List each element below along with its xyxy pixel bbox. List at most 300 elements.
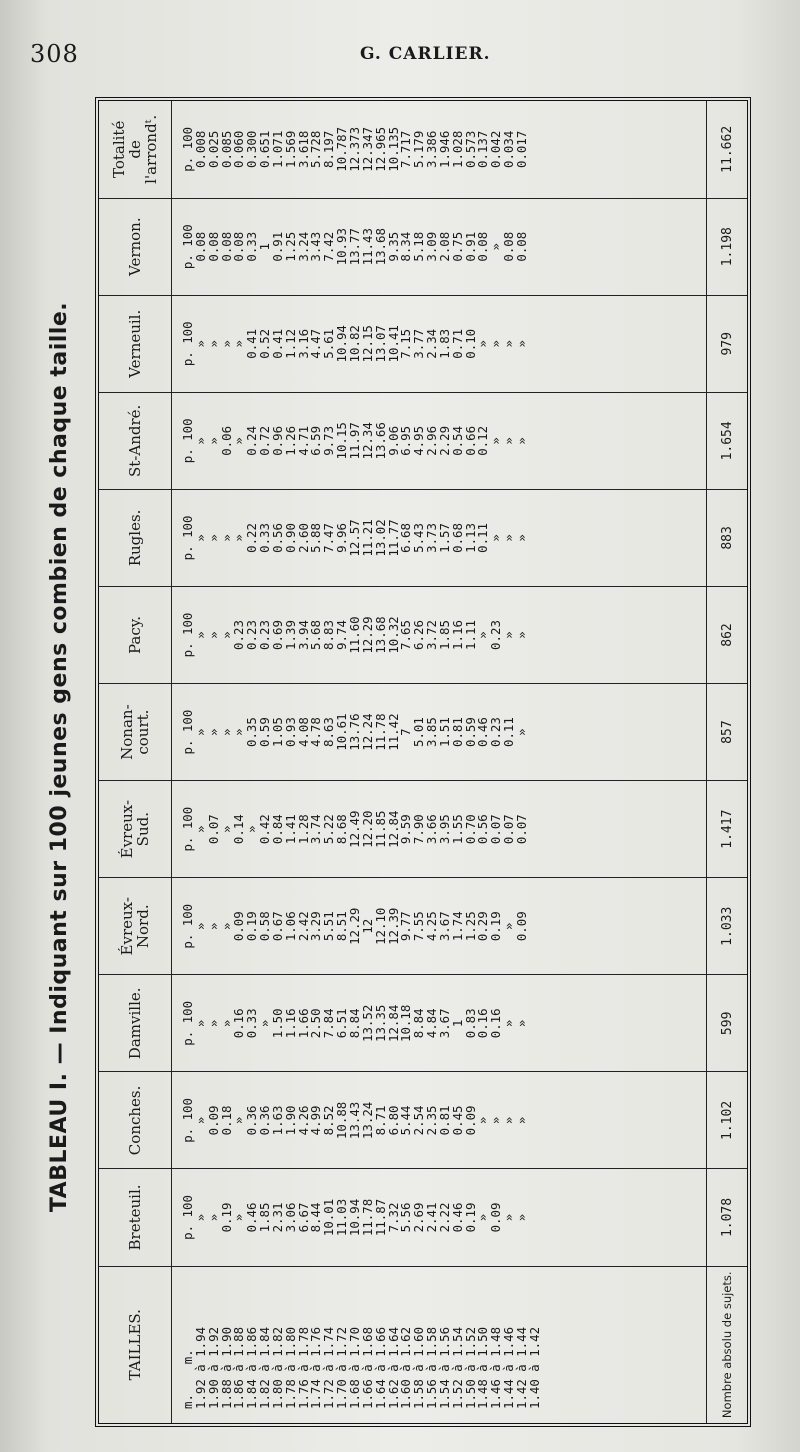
table-cell: »: [513, 631, 529, 639]
table-cell: 1.16: [282, 1008, 298, 1039]
table-cell: 1.25: [462, 911, 478, 942]
table-cell: 5.88: [308, 523, 324, 553]
table-cell: 0.56: [269, 523, 285, 553]
table-cell: 0.09: [462, 1105, 478, 1136]
table-cell: 11.97: [346, 422, 362, 460]
table-cell: 13.68: [372, 228, 388, 266]
table-cell: 0.008: [192, 130, 208, 168]
table-cell: 1.51: [436, 717, 452, 748]
table-cell: »: [488, 437, 504, 445]
table-cell: »: [231, 437, 247, 445]
table-cell: 0.085: [218, 130, 234, 168]
table-cell: »: [501, 340, 517, 348]
table-cell: 0.08: [513, 231, 529, 262]
table-cell: 1.13: [462, 523, 478, 553]
table-cell: 11.42: [385, 713, 401, 751]
table-cell: 0.22: [244, 523, 260, 553]
column-header-pacy: [99, 586, 172, 683]
table-cell: »: [513, 437, 529, 445]
table-cell: p. 100: [180, 418, 195, 464]
column-header-vernon: [99, 198, 172, 295]
table-cell: 3.95: [436, 814, 452, 845]
table-cell: 7.717: [398, 130, 414, 168]
column-header-rugles: [99, 489, 172, 586]
table-cell: 0.67: [269, 911, 285, 942]
table-cell: 2.69: [411, 1202, 427, 1233]
table-cell: »: [218, 340, 234, 348]
table-cell: »: [501, 922, 517, 930]
table-cell: 0.71: [449, 328, 465, 359]
table-cell: 0.59: [257, 717, 273, 748]
table-cell: 7: [398, 728, 414, 736]
table-cell: 7.42: [321, 231, 337, 262]
table-cell: 3.67: [436, 1008, 452, 1039]
total-cell: 979: [707, 295, 748, 392]
table-cell: 0.042: [488, 130, 504, 168]
table-cell: »: [501, 534, 517, 542]
table-cell: 1: [449, 1019, 465, 1028]
table-cell: 8.51: [334, 911, 350, 942]
table-cell: 8.84: [346, 1008, 362, 1039]
table-cell: 1.12: [282, 328, 298, 359]
column-header-totalit-del-arrond: [99, 101, 172, 198]
table-cell: 11.03: [334, 1198, 350, 1237]
column-header-line: Sud.: [134, 812, 152, 847]
table-cell: 0.36: [244, 1105, 260, 1136]
table-cell: 0.35: [244, 717, 260, 748]
table-cell: 0.33: [244, 231, 260, 262]
table-cell: 0.83: [462, 1008, 478, 1039]
table-cell: 9.35: [385, 231, 401, 262]
table-cell: 3.29: [308, 911, 324, 942]
table-cell: 5.44: [398, 1105, 414, 1136]
table-cell: 0.56: [475, 814, 491, 845]
table-cell: 1.11: [462, 620, 478, 650]
table-cell: 0.93: [282, 717, 298, 748]
total-cell: 1.198: [707, 198, 748, 295]
size-range: 1.74 à 1.76: [308, 1326, 324, 1409]
column-header-line: Évreux-: [118, 799, 136, 859]
table-cell: 0.84: [269, 814, 285, 845]
size-range: 1.92 à 1.94: [192, 1326, 208, 1409]
table-cell: 13.07: [372, 325, 388, 363]
table-cell: 0.060: [231, 130, 247, 168]
table-cell: »: [244, 825, 260, 833]
table-cell: 12: [359, 918, 375, 934]
table-cell: 5.56: [398, 1202, 414, 1233]
table-frame: [95, 97, 751, 1427]
column-header-line: St-André.: [126, 404, 144, 477]
table-cell: »: [231, 534, 247, 542]
table-cell: 0.06: [218, 425, 234, 456]
table-cell: 2.50: [308, 1008, 324, 1039]
column-values--vreux-sud: [172, 781, 707, 878]
table-cell: 10.93: [334, 228, 350, 266]
table-cell: »: [513, 1116, 529, 1125]
table-cell: »: [513, 534, 529, 542]
table-cell: 3.85: [424, 717, 440, 748]
table-cell: »: [475, 340, 491, 348]
table-cell: 0.58: [257, 911, 273, 942]
table-cell: 8.84: [411, 1008, 427, 1039]
column-header-line: Pacy.: [126, 616, 144, 655]
table-cell: 13.66: [372, 422, 388, 460]
table-cell: 0.08: [218, 231, 234, 262]
size-range: 1.54 à 1.56: [436, 1326, 452, 1409]
table-cell: 13.77: [346, 228, 362, 266]
table-cell: 5.68: [308, 620, 324, 650]
table-cell: 0.33: [244, 1008, 260, 1039]
table-cell: »: [192, 631, 208, 639]
table-cell: 12.15: [359, 325, 375, 363]
table-cell: 1.06: [282, 911, 298, 942]
table-cell: 7.55: [411, 911, 427, 942]
table-cell: 8.71: [372, 1105, 388, 1136]
table-cell: 12.34: [359, 422, 375, 460]
table-cell: »: [501, 1116, 517, 1125]
table-cell: 0.23: [231, 620, 247, 650]
table-cell: »: [205, 922, 221, 930]
table-cell: p. 100: [180, 1098, 195, 1143]
table-cell: 13.02: [372, 519, 388, 557]
table-cell: 0.90: [282, 523, 298, 553]
table-cell: 6.95: [398, 425, 414, 456]
table-cell: 0.08: [475, 231, 491, 262]
size-range: 1.88 à 1.90: [218, 1326, 234, 1409]
table-cell: 9.77: [398, 911, 414, 942]
page-number: 308: [30, 40, 79, 68]
table-cell: p. 100: [180, 806, 195, 852]
table-cell: 10.32: [385, 616, 401, 654]
table-cell: 10.82: [346, 325, 362, 363]
table-cell: 2.22: [436, 1202, 452, 1233]
table-cell: 12.373: [346, 126, 362, 172]
table-cell: 1.028: [449, 130, 465, 168]
size-range: 1.64 à 1.66: [372, 1326, 388, 1409]
table-cell: 1.55: [449, 814, 465, 845]
table-cell: 10.94: [334, 325, 350, 363]
table-cell: »: [513, 1213, 529, 1222]
table-cell: 1.74: [449, 911, 465, 942]
column-header-nonan-court: [99, 684, 172, 781]
table-cell: 10.135: [385, 126, 401, 172]
table-cell: »: [192, 825, 208, 833]
column-values-pacy: [172, 586, 707, 683]
size-range: 1.86 à 1.88: [231, 1326, 247, 1409]
table-cell: 6.80: [385, 1105, 401, 1136]
table-cell: p. 100: [180, 321, 195, 367]
table-cell: »: [218, 631, 234, 639]
column-header-sizes: TAILLES.: [99, 1266, 172, 1423]
table-cell: 4.08: [295, 717, 311, 748]
table-cell: 5.51: [321, 911, 337, 942]
table-cell: 7.32: [385, 1202, 401, 1233]
table-cell: 9.96: [334, 523, 350, 553]
column-values-rugles: [172, 489, 707, 586]
table-cell: 0.19: [218, 1202, 234, 1233]
table-cell: »: [501, 1019, 517, 1028]
table-cell: 11.87: [372, 1198, 388, 1237]
table-cell: 7.47: [321, 523, 337, 553]
table-cell: »: [475, 1213, 491, 1222]
table-cell: 0.08: [192, 231, 208, 262]
table-cell: 2.42: [295, 911, 311, 942]
table-cell: »: [205, 340, 221, 348]
table-cell: 0.025: [205, 130, 221, 168]
table-cell: 0.54: [449, 425, 465, 456]
table-cell: 5.01: [411, 717, 427, 748]
table-cell: 1.946: [436, 130, 452, 168]
table-cell: 1.41: [282, 814, 298, 845]
table-cell: 12.10: [372, 907, 388, 945]
total-cell: 599: [707, 975, 748, 1072]
table-cell: 11.60: [346, 616, 362, 654]
table-cell: 1.57: [436, 523, 452, 553]
table-cell: 0.09: [231, 911, 247, 942]
table-cell: 2.34: [424, 328, 440, 359]
table-cell: 3.618: [295, 130, 311, 168]
table-cell: 0.07: [501, 814, 517, 845]
table-cell: 0.07: [513, 814, 529, 845]
table-cell: »: [488, 340, 504, 348]
table-cell: 0.09: [205, 1105, 221, 1136]
table-cell: 10.15: [334, 422, 350, 460]
table-cell: 0.96: [269, 425, 285, 456]
table-cell: 9.73: [321, 425, 337, 456]
table-cell: p. 100: [180, 1000, 195, 1046]
table-cell: 10.18: [398, 1004, 414, 1042]
column-values-verneuil: [172, 295, 707, 392]
total-cell: 11.662: [707, 101, 748, 198]
column-header-st-andr: [99, 392, 172, 489]
table-cell: 0.41: [244, 328, 260, 359]
table-cell: 2.31: [269, 1202, 285, 1233]
table-cell: 0.034: [501, 130, 517, 168]
table-cell: 6.59: [308, 425, 324, 456]
table-cell: »: [513, 1019, 529, 1028]
table-cell: »: [513, 728, 529, 736]
table-cell: 0.72: [257, 425, 273, 456]
column-values-nonan-court: [172, 684, 707, 781]
size-range: 1.56 à 1.58: [424, 1326, 440, 1409]
table-cell: 2.60: [295, 523, 311, 553]
table-cell: 1.16: [449, 620, 465, 650]
table-cell: 4.71: [295, 425, 311, 456]
table-cell: 1: [257, 242, 273, 251]
table-cell: 4.25: [424, 911, 440, 942]
table-cell: 5.18: [411, 231, 427, 262]
table-cell: 0.08: [231, 231, 247, 262]
column-header--vreux-nord: [99, 878, 172, 975]
table-cell: 3.74: [308, 814, 324, 845]
column-header-verneuil: [99, 295, 172, 392]
size-range: 1.66 à 1.68: [359, 1326, 375, 1409]
table-cell: »: [231, 728, 247, 736]
table-cell: 8.52: [321, 1105, 337, 1136]
table-cell: 13.35: [372, 1004, 388, 1042]
table-cell: 7.15: [398, 328, 414, 359]
table-cell: »: [192, 340, 208, 348]
table-cell: 11.85: [372, 810, 388, 848]
table-cell: 1.85: [257, 1202, 273, 1233]
size-range: 1.42 à 1.44: [513, 1326, 529, 1409]
size-range: 1.70 à 1.72: [334, 1326, 350, 1409]
table-cell: »: [218, 728, 234, 736]
size-range: 1.82 à 1.84: [257, 1326, 273, 1409]
column-header-conches: [99, 1072, 172, 1169]
table-cell: 0.52: [257, 328, 273, 359]
size-range: 1.60 à 1.62: [398, 1326, 414, 1409]
table-cell: 2.96: [424, 425, 440, 456]
table-cell: »: [488, 1116, 504, 1125]
table-cell: 0.16: [488, 1008, 504, 1039]
table-cell: 1.39: [282, 620, 298, 650]
table-cell: »: [192, 1019, 208, 1028]
table-cell: 1.83: [436, 328, 452, 359]
table-cell: »: [205, 1019, 221, 1028]
table-cell: 3.24: [295, 231, 311, 262]
column-values-totalit-del-arrond: [172, 101, 707, 198]
table-cell: »: [488, 242, 504, 251]
table-cell: 1.66: [295, 1008, 311, 1039]
table-cell: »: [501, 631, 517, 639]
table-cell: »: [218, 1019, 234, 1028]
table-cell: 4.99: [308, 1105, 324, 1136]
table-cell: 3.06: [282, 1202, 298, 1233]
table-cell: 0.68: [449, 523, 465, 553]
table-cell: 0.45: [449, 1105, 465, 1136]
table-cell: 0.75: [449, 231, 465, 262]
table-cell: 12.84: [385, 1004, 401, 1042]
table-cell: 0.09: [513, 911, 529, 942]
table-cell: 13.24: [359, 1101, 375, 1140]
table-cell: 13.76: [346, 713, 362, 751]
table-cell: 2.29: [436, 425, 452, 456]
table-cell: 0.08: [501, 231, 517, 262]
table-cell: 5.61: [321, 328, 337, 359]
table-cell: 0.41: [269, 328, 285, 359]
table-cell: 9.59: [398, 814, 414, 845]
table-cell: 11.43: [359, 228, 375, 266]
table-cell: 11.21: [359, 519, 375, 557]
table-cell: 0.23: [244, 620, 260, 650]
table-cell: 9.06: [385, 425, 401, 456]
table-cell: 0.23: [257, 620, 273, 650]
table-cell: 11.78: [372, 713, 388, 751]
table-cell: 0.07: [205, 814, 221, 845]
table-cell: 0.18: [218, 1105, 234, 1136]
table-cell: 1.25: [282, 231, 298, 262]
size-range: 1.46 à 1.48: [488, 1326, 504, 1409]
size-range: 1.72 à 1.74: [321, 1326, 337, 1409]
table-cell: 0.23: [488, 717, 504, 748]
table-cell: »: [475, 631, 491, 639]
table-cell: 5.43: [411, 523, 427, 553]
table-cell: »: [231, 340, 247, 348]
column-header-damville: [99, 975, 172, 1072]
total-cell: 862: [707, 586, 748, 683]
table-cell: 12.57: [346, 519, 362, 557]
table-cell: 8.68: [334, 814, 350, 845]
table-cell: »: [501, 1213, 517, 1222]
size-range: m. m.: [180, 1349, 195, 1409]
column-header-line: Rugles.: [126, 509, 144, 567]
table-cell: p. 100: [180, 224, 195, 270]
table-cell: 5.179: [411, 130, 427, 168]
table-cell: 7.84: [321, 1008, 337, 1039]
table-cell: 0.91: [462, 231, 478, 262]
table-cell: 6.51: [334, 1008, 350, 1039]
table-cell: 8.63: [321, 717, 337, 748]
table-cell: 8.83: [321, 620, 337, 650]
column-header-breteuil: [99, 1169, 172, 1266]
table-cell: »: [513, 340, 529, 348]
table-cell: »: [205, 534, 221, 542]
running-head: [30, 40, 770, 74]
total-cell: 1.654: [707, 392, 748, 489]
table-cell: p. 100: [180, 126, 195, 172]
column-header-line: Nonan-: [118, 704, 136, 760]
table-cell: »: [218, 922, 234, 930]
size-range: 1.48 à 1.50: [475, 1326, 491, 1409]
table-cell: »: [192, 922, 208, 930]
table-cell: 0.12: [475, 425, 491, 456]
table-cell: 0.137: [475, 130, 491, 168]
total-cell: 1.102: [707, 1072, 748, 1169]
table-cell: 0.19: [488, 911, 504, 942]
table-cell: 0.29: [475, 911, 491, 942]
column-values-vernon: [172, 198, 707, 295]
table-cell: 12.29: [359, 616, 375, 654]
table-cell: 0.66: [462, 425, 478, 456]
total-cell: 1.078: [707, 1169, 748, 1266]
table-cell: 8.44: [308, 1202, 324, 1233]
table-caption: TABLEAU I. — Indiquant sur 100 jeunes gens combien de chaque taille.: [47, 301, 72, 1213]
column-header-line: l'arrondᵗ.: [142, 114, 160, 184]
total-cell: 857: [707, 684, 748, 781]
table-cell: »: [205, 1213, 221, 1222]
table-cell: »: [192, 437, 208, 445]
table-cell: 7.65: [398, 620, 414, 650]
table-cell: »: [475, 1116, 491, 1125]
table-cell: »: [218, 534, 234, 542]
table-cell: »: [205, 631, 221, 639]
table-cell: 1.28: [295, 814, 311, 845]
size-range: 1.40 à 1.42: [526, 1326, 542, 1409]
size-range: 1.58 à 1.60: [411, 1326, 427, 1409]
table-cell: 0.36: [257, 1105, 273, 1136]
table-cell: 0.14: [231, 814, 247, 845]
table-cell: 4.47: [308, 328, 324, 359]
table-cell: 0.11: [475, 523, 491, 553]
table-cell: 3.09: [424, 231, 440, 262]
table-cell: 0.59: [462, 717, 478, 748]
table-cell: 12.347: [359, 126, 375, 172]
table-cell: 8.34: [398, 231, 414, 262]
table-cell: 2.08: [436, 231, 452, 262]
table-cell: 12.965: [372, 126, 388, 172]
total-cell: 1.417: [707, 781, 748, 878]
size-range: 1.84 à 1.86: [244, 1326, 260, 1409]
table-cell: p. 100: [180, 1195, 195, 1240]
table-cell: 3.66: [424, 814, 440, 845]
table-cell: 0.11: [501, 717, 517, 748]
table-cell: »: [218, 825, 234, 833]
table-cell: 7.90: [411, 814, 427, 845]
table-cell: 0.19: [244, 911, 260, 942]
column-header-line: Évreux-: [118, 897, 136, 956]
table-cell: 10.88: [334, 1101, 350, 1140]
